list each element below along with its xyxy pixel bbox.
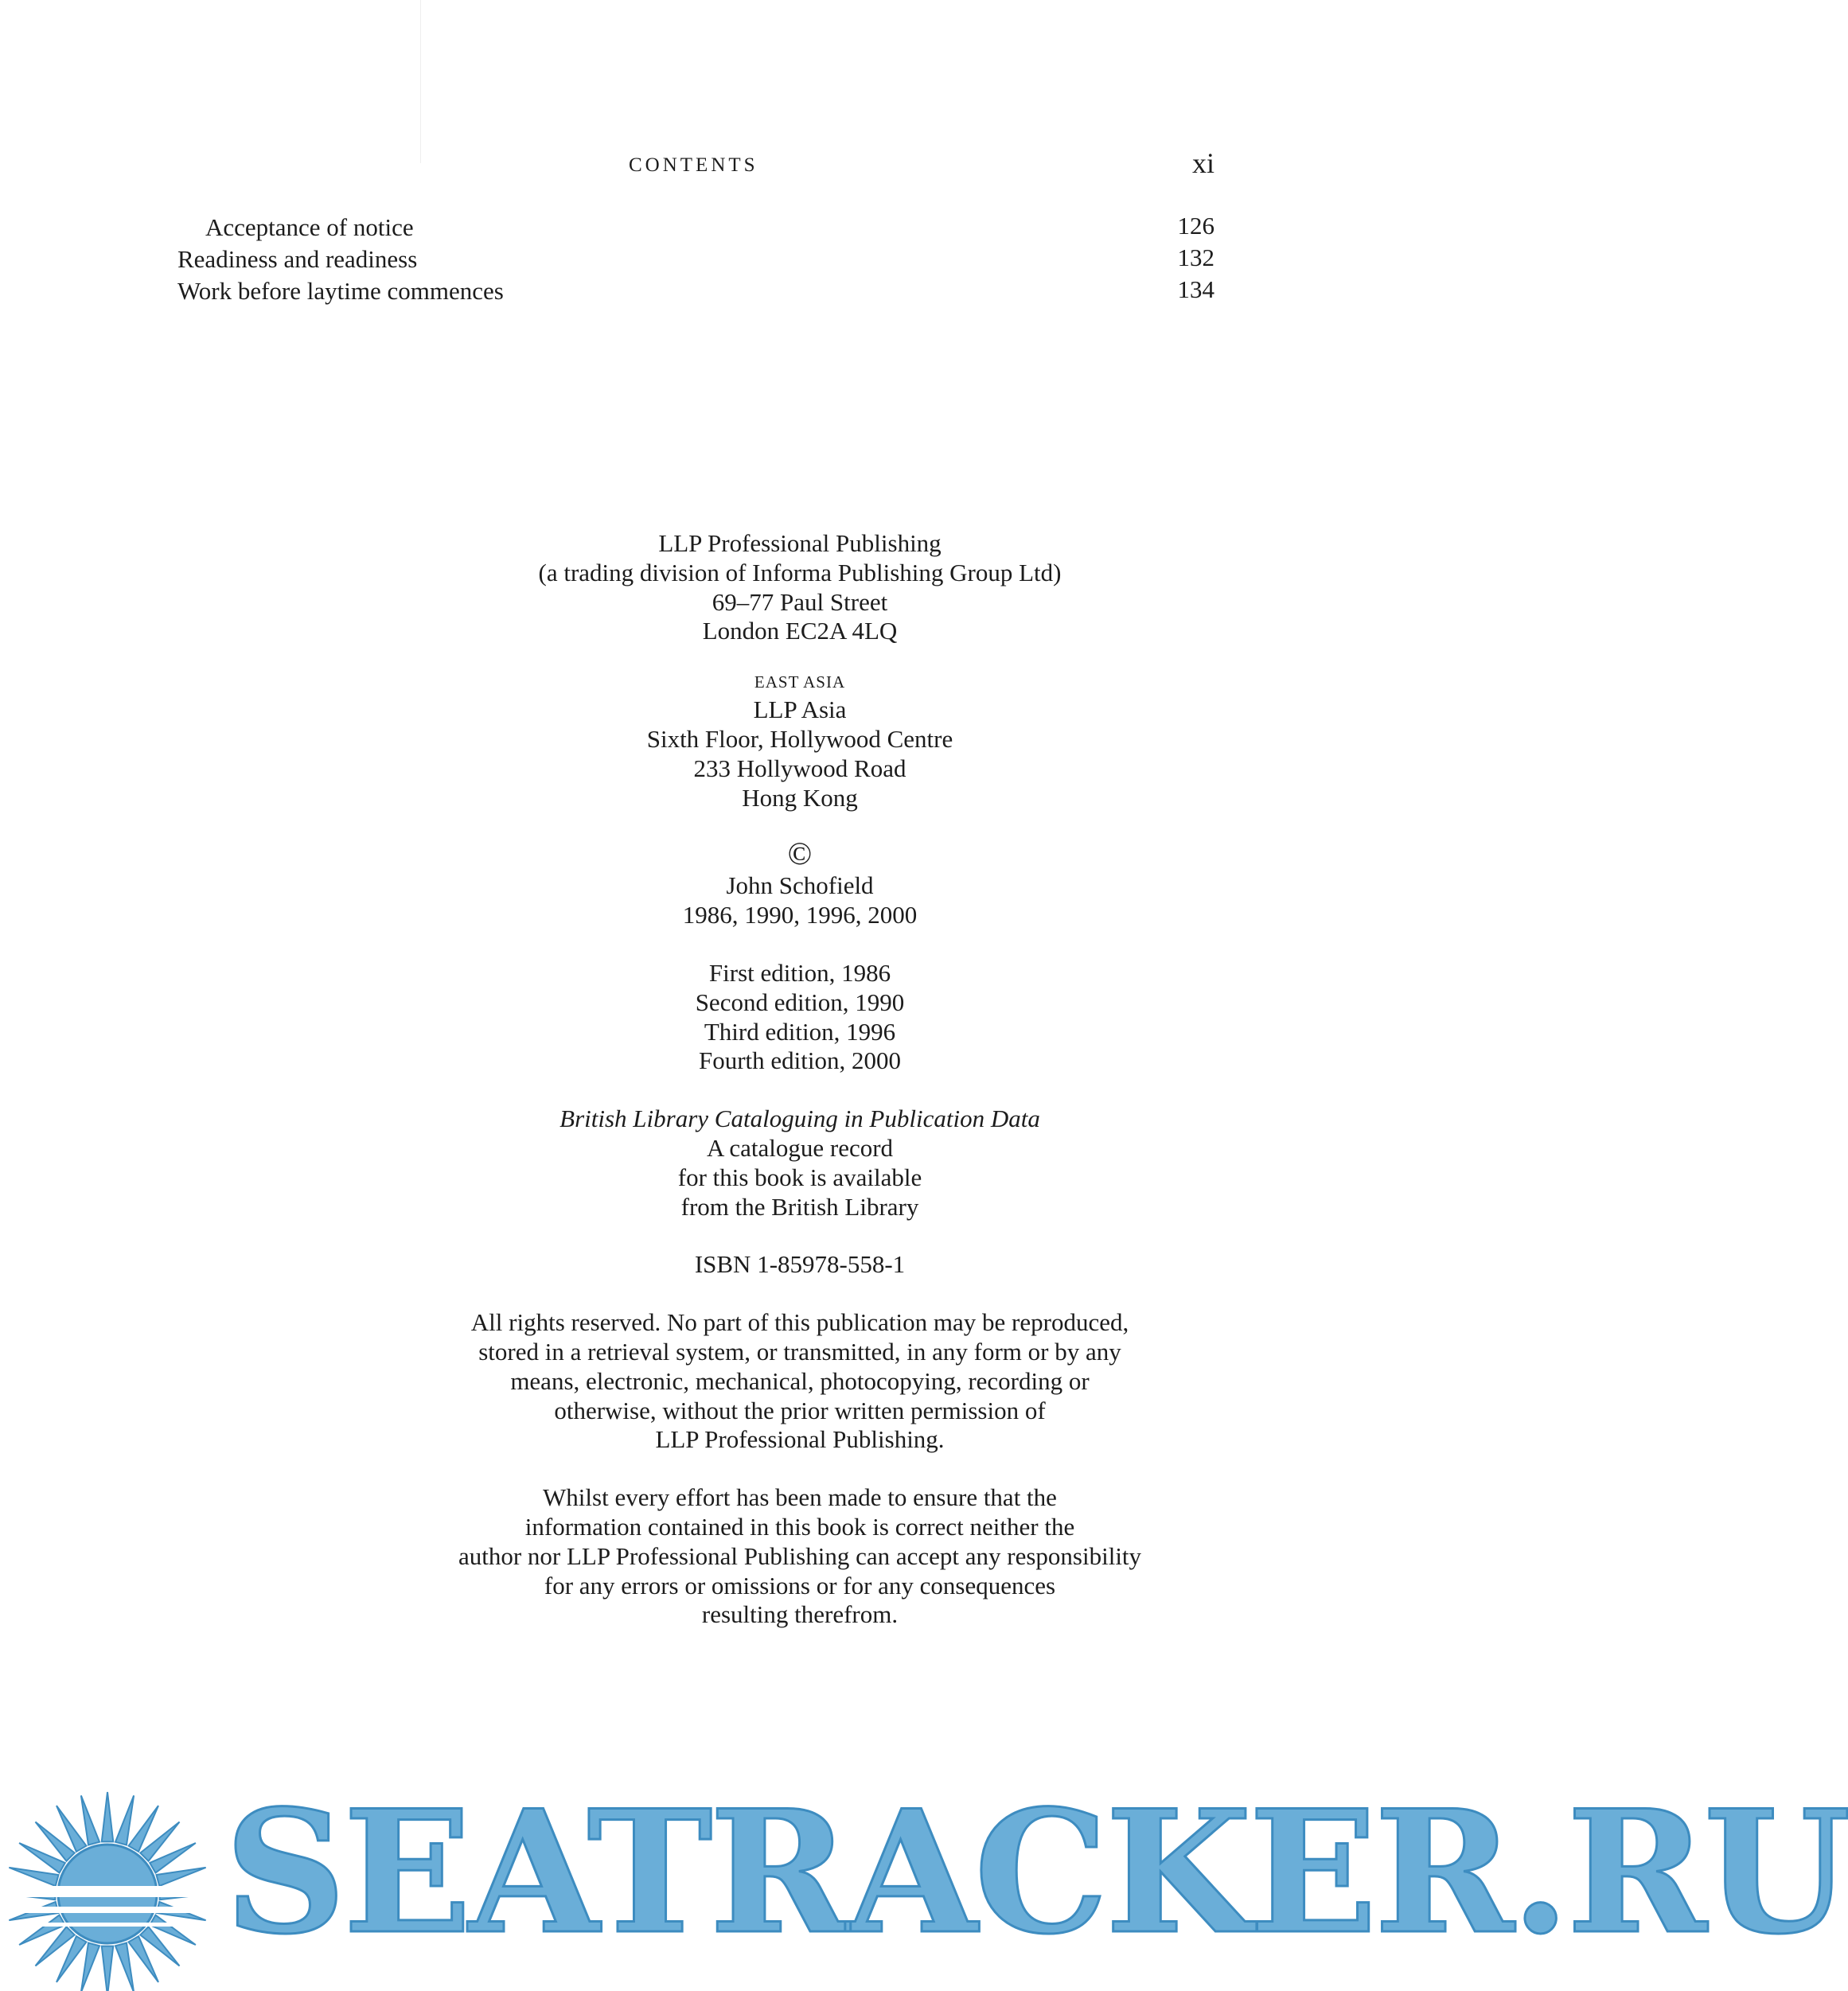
toc-entry-title: Acceptance of notice [205,213,414,241]
east-asia-address [322,670,1277,812]
east-asia-line: Sixth Floor, Hollywood Centre [646,724,953,753]
publisher-address [322,529,1277,646]
cataloguing-data [322,1105,1277,1221]
east-asia-line: LLP Asia [753,695,847,724]
east-asia-line: Hong Kong [742,783,858,812]
sun-ray [102,1792,113,1841]
publisher-line: London EC2A 4LQ [702,617,898,645]
rights-line: stored in a retrieval system, or transmitted, in any form or by any [478,1337,1121,1366]
cataloguing-line: from the British Library [680,1192,919,1221]
publisher-line: LLP Professional Publishing [658,529,942,557]
sun-icon [0,1775,215,1981]
cataloguing-title: British Library Cataloguing in Publication Data [559,1105,1040,1133]
publisher-line: (a trading division of Informa Publishing Group Ltd) [538,558,1062,586]
sun-ray [81,1795,99,1845]
page-number: xi [1192,147,1215,179]
toc-entry-title: Readiness and readiness [177,245,418,273]
isbn: ISBN 1-85978-558-1 [694,1250,906,1279]
rights-line: means, electronic, mechanical, photocopying, recording or [510,1366,1090,1395]
cataloguing-line: A catalogue record [706,1133,894,1162]
disclaimer-line: information contained in this book is correct neither the [524,1512,1075,1541]
edition-line: Second edition, 1990 [695,988,905,1016]
disclaimer-line: Whilst every effort has been made to ensure that the [543,1483,1057,1512]
toc-entry [0,213,1450,245]
edition-line: Third edition, 1996 [704,1017,896,1046]
sun-ray [115,1942,134,1991]
toc-entry [0,245,1450,277]
toc-entry-title: Work before laytime commences [177,277,504,305]
east-asia-line: 233 Hollywood Road [693,754,906,782]
toc-entry [0,277,1450,309]
toc-entry-page: 126 [1177,212,1214,240]
disclaimer-line: resulting therefrom. [701,1600,899,1629]
rights-line: otherwise, without the prior written permission of [554,1396,1046,1424]
copyright-years: 1986, 1990, 1996, 2000 [682,901,918,929]
copyright-holder: John Schofield [726,871,874,900]
sun-ray [102,1946,113,1991]
sun-ray [115,1795,134,1845]
rights-line: All rights reserved. No part of this publication may be reproduced, [470,1308,1129,1337]
edition-line: First edition, 1986 [708,958,891,987]
edition-line: Fourth edition, 2000 [698,1046,902,1075]
watermark-text: SEATRACKER.RU [224,1773,1848,1971]
contents-title: CONTENTS [629,154,758,176]
east-asia-label: EAST ASIA [754,672,846,692]
toc-entry-page: 132 [1177,244,1214,271]
cataloguing-line: for this book is available [677,1163,922,1191]
disclaimer [322,1483,1277,1630]
rights-line: LLP Professional Publishing. [655,1425,945,1454]
sun-ray [9,1868,58,1886]
sun-ray [156,1868,205,1886]
edition-history [322,959,1277,1076]
rights-statement [322,1308,1277,1455]
disclaimer-line: for any errors or omissions or for any consequences [544,1571,1056,1599]
disclaimer-line: author nor LLP Professional Publishing can accept any responsibility [458,1541,1142,1570]
toc-entry-page: 134 [1177,275,1214,303]
scan-edge-line [420,0,421,163]
copyright-notice [322,836,1277,930]
watermark [0,1759,1848,1991]
imprint-block [322,529,1277,1630]
contents-list [0,212,1450,305]
sun-ray [81,1942,99,1991]
copyright-icon: © [787,836,813,872]
publisher-line: 69–77 Paul Street [712,587,888,616]
